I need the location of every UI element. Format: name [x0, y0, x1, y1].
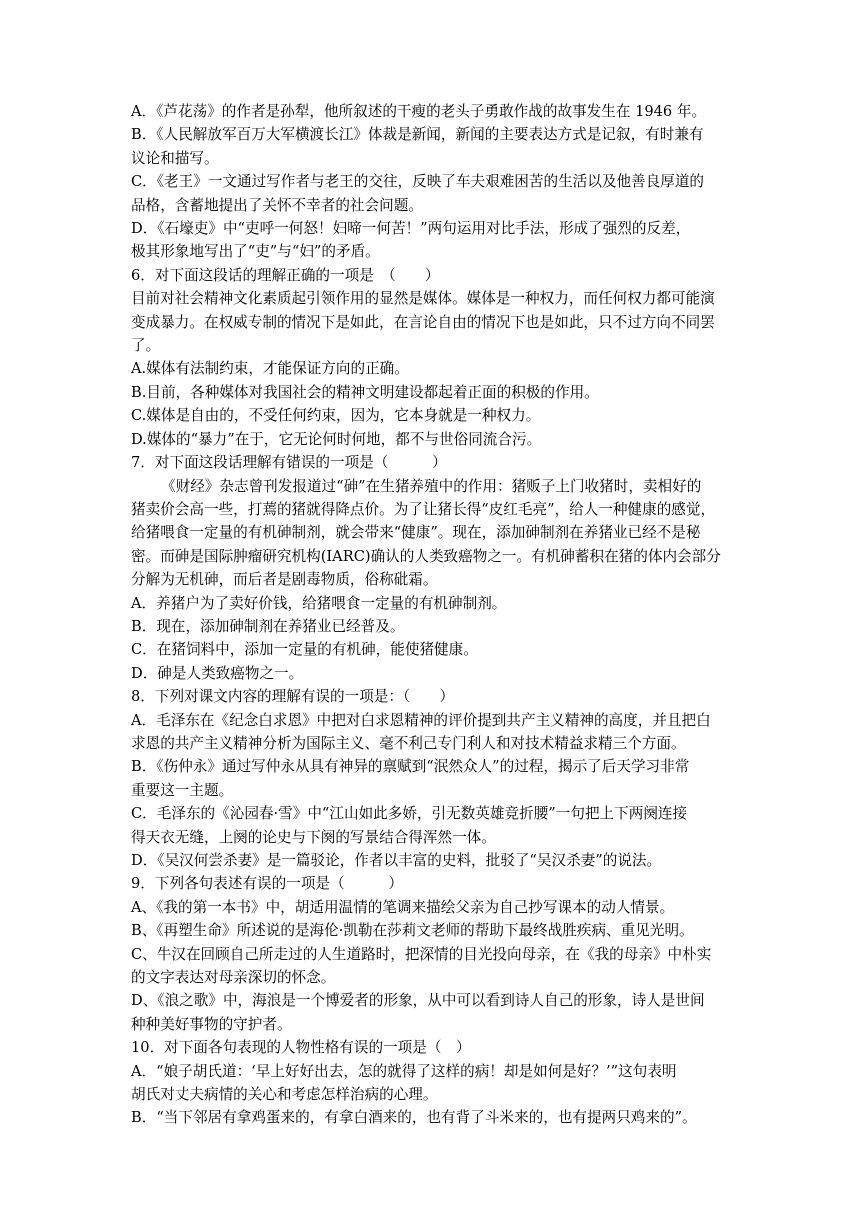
- passage-q6-cont: 了。: [131, 337, 161, 355]
- question-8: 8．下列对课文内容的理解有误的一项是：（ ）: [131, 688, 455, 706]
- option-a-q7: A．养猪户为了卖好价钱，给猪喂食一定量的有机砷制剂。: [131, 594, 507, 612]
- option-b-q10: B．“当下邻居有拿鸡蛋来的，有拿白酒来的，也有背了斗米来的，也有提两只鸡来的”。: [131, 1109, 697, 1127]
- option-c-q5-cont: 品格，含蓄地提出了关怀不幸者的社会问题。: [131, 196, 423, 214]
- question-10: 10．对下面各句表现的人物性格有误的一项是（ ）: [131, 1039, 471, 1057]
- option-a-q10-cont: 胡氏对丈夫病情的关心和考虑怎样治病的心理。: [131, 1086, 438, 1104]
- passage-q7-cont: 分解为无机砷，而后者是剧毒物质，俗称砒霜。: [131, 571, 438, 589]
- option-b-q6: B.目前，各种媒体对我国社会的精神文明建设都起着正面的积极的作用。: [131, 383, 599, 401]
- option-a-q8-cont: 求恩的共产主义精神分析为国际主义、毫不利己专门利人和对技术精益求精三个方面。: [131, 734, 686, 752]
- option-a-q9: A、《我的第一本书》中，胡适用温情的笔调来描绘父亲为自己抄写课本的动人情景。: [131, 898, 675, 916]
- option-c-q7: C．在猪饲料中，添加一定量的有机砷，能使猪健康。: [131, 641, 478, 659]
- option-c-q9: C、牛汉在回顾自己所走过的人生道路时，把深情的目光投向母亲，在《我的母亲》中朴实: [131, 945, 712, 963]
- option-b-q9: B、《再塑生命》所述说的是海伦·凯勒在莎莉文老师的帮助下最终战胜疾病、重见光明。: [131, 922, 694, 940]
- passage-q7-cont: 密。而砷是国际肿瘤研究机构(IARC)确认的人类致癌物之一。有机砷蓄积在猪的体内会部分: [131, 547, 721, 565]
- option-a-q8: A．毛泽东在《纪念白求恩》中把对白求恩精神的评价提到共产主义精神的高度，并且把白: [131, 711, 711, 729]
- option-a-q10: A．“娘子胡氏道：‘早上好好出去，怎的就得了这样的病！却是如何是好？’”这句表明: [131, 1062, 677, 1080]
- option-c-q6: C.媒体是自由的，不受任何约束，因为，它本身就是一种权力。: [131, 407, 541, 425]
- option-d-q9-cont: 种种美好事物的守护者。: [131, 1015, 292, 1033]
- passage-q7-cont: 猪卖价会高一些，打蔫的猪就得降点价。为了让猪长得“皮红毛亮”，给人一种健康的感觉，: [131, 500, 716, 518]
- option-d-q5-cont: 极其形象地写出了“吏”与“妇”的矛盾。: [131, 243, 380, 261]
- question-6: 6．对下面这段话的理解正确的一项是 （ ）: [131, 266, 440, 284]
- passage-q7: 《财经》杂志曾刊发报道过“砷”在生猪养殖中的作用：猪贩子上门收猪时，卖相好的: [161, 477, 702, 495]
- option-b-q8: B．《伤仲永》通过写仲永从具有神异的禀赋到“泯然众人”的过程，揭示了后天学习非常: [131, 758, 690, 776]
- option-c-q8-cont: 得天衣无缝，上阕的论史与下阕的写景结合得浑然一体。: [131, 828, 496, 846]
- option-d-q8: D．《吴汉何尝杀妻》是一篇驳论，作者以丰富的史料，批驳了“吴汉杀妻”的说法。: [131, 852, 662, 869]
- passage-q6-cont: 变成暴力。在权威专制的情况下是如此，在言论自由的情况下也是如此，只不过方向不同罢: [131, 313, 715, 331]
- option-d-q6: D.媒体的“暴力”在于，它无论何时何地，都不与世俗同流合污。: [131, 430, 542, 448]
- option-c-q8: C．毛泽东的《沁园春·雪》中“江山如此多娇，引无数英雄竞折腰”一句把上下两阕连接: [131, 805, 688, 823]
- option-b-q7: B．现在，添加砷制剂在养猪业已经普及。: [131, 617, 405, 635]
- passage-q7-cont: 给猪喂食一定量的有机砷制剂，就会带来“健康”。现在，添加砷制剂在养猪业已经不是秘: [131, 524, 701, 542]
- option-c-q5: C．《老王》一文通过写作者与老王的交往，反映了车夫艰难困苦的生活以及他善良厚道的: [131, 173, 705, 191]
- option-b-q8-cont: 重要这一主题。: [131, 781, 234, 799]
- option-d-q5: D．《石壕吏》中“吏呼一何怒！妇啼一何苦！”两句运用对比手法，形成了强烈的反差，: [131, 220, 691, 238]
- option-b-q5: B．《人民解放军百万大军横渡长江》体裁是新闻，新闻的主要表达方式是记叙，有时兼有: [131, 126, 704, 144]
- option-a-q6: A.媒体有法制约束，才能保证方向的正确。: [131, 360, 409, 378]
- question-9: 9．下列各句表述有误的一项是（ ）: [131, 875, 403, 893]
- option-b-q5-cont: 议论和描写。: [131, 149, 219, 167]
- passage-q6: 目前对社会精神文化素质起引领作用的显然是媒体。媒体是一种权力，而任何权力都可能演: [131, 290, 715, 308]
- option-d-q7: D．砷是人类致癌物之一。: [131, 664, 304, 682]
- document-page: [131, 100, 731, 1130]
- question-7: 7．对下面这段话理解有错误的一项是（ ）: [131, 454, 447, 472]
- option-d-q9: D、《浪之歌》中，海浪是一个博爱者的形象，从中可以看到诗人自己的形象，诗人是世间: [131, 992, 705, 1010]
- option-a-q5: A．《芦花荡》的作者是孙犁，他所叙述的干瘦的老头子勇敢作战的故事发生在 1946 年。: [131, 103, 707, 120]
- option-c-q9-cont: 的文字表达对母亲深切的怀念。: [131, 969, 336, 987]
